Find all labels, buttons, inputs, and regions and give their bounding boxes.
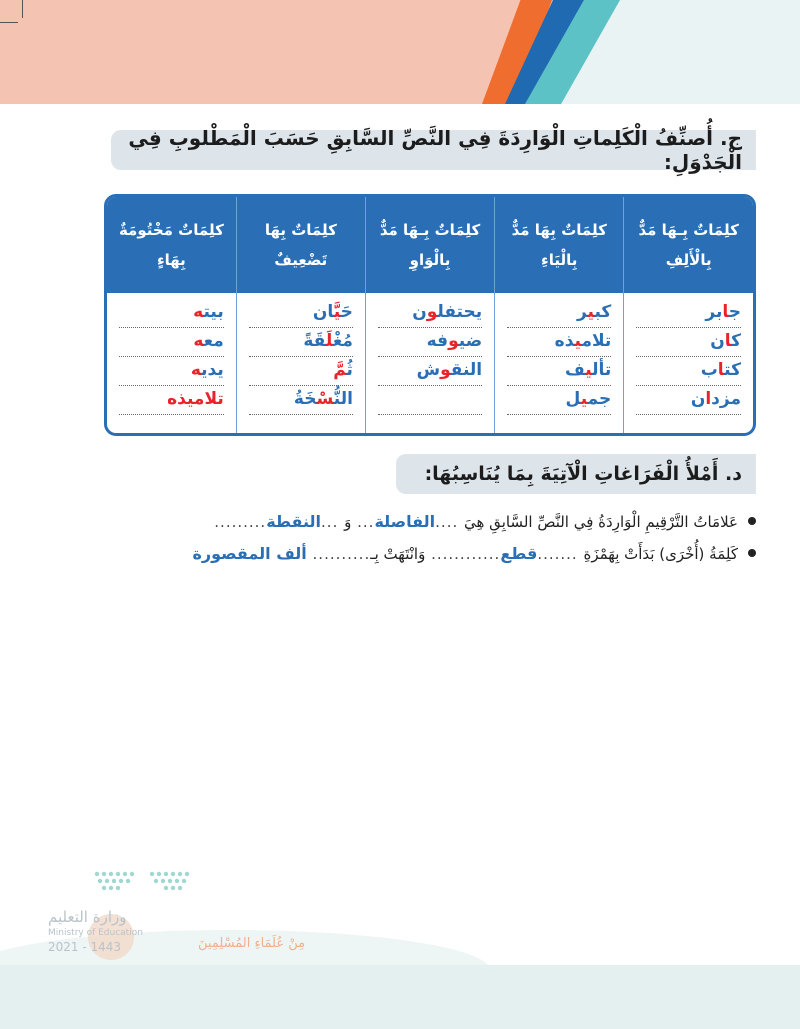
table-cell-word bbox=[119, 299, 224, 328]
table-cell-word bbox=[119, 386, 224, 415]
word-part: تلام bbox=[581, 331, 612, 351]
word-part: خَةُ bbox=[293, 389, 317, 409]
unit-label: مِنْ عُلَمَاءِ المُسْلِمِينَ bbox=[198, 936, 306, 951]
header-alif-madd bbox=[624, 197, 753, 293]
table-cell-word bbox=[378, 328, 482, 357]
header-line: كلِمَاتٌ بِـهَا مَدٌّ bbox=[379, 221, 481, 239]
word-highlight: ا bbox=[722, 302, 729, 322]
crop-mark bbox=[0, 22, 18, 23]
table-cell-word bbox=[507, 357, 611, 386]
header-line: بِالْيَاءِ bbox=[541, 251, 578, 269]
classification-table bbox=[104, 194, 756, 436]
fill-dots: ... bbox=[321, 513, 345, 531]
word-highlight: ي bbox=[580, 389, 588, 409]
word-highlight: مَّ bbox=[333, 360, 347, 380]
word-part: ن bbox=[690, 389, 706, 409]
word-part: ر bbox=[576, 302, 588, 322]
word-part: فه bbox=[426, 331, 449, 351]
table-cell-word bbox=[249, 386, 353, 415]
word-part: حَ bbox=[340, 302, 353, 322]
section-c-heading-text: ج. أُصنِّفُ الْكَلِماتِ الْوَارِدَةَ فِي النَّصِّ السَّابِقِ حَسَبَ الْمَطْلوبِ فِي الْجَدْوَلِ: bbox=[128, 126, 742, 174]
bullet-1-answer-2: النقطة bbox=[266, 512, 322, 531]
word-part: ب bbox=[700, 360, 718, 380]
word-part: تلاميذه bbox=[167, 389, 224, 409]
header-line: بِهَاءٍ bbox=[156, 251, 186, 269]
table-body-row bbox=[107, 293, 753, 433]
ministry-name-arabic: وزارة التعليم bbox=[48, 908, 127, 926]
classification-table-grid bbox=[107, 197, 753, 433]
word-highlight: و bbox=[448, 331, 459, 351]
word-part: النُّ bbox=[333, 389, 353, 409]
table-cell-word bbox=[249, 357, 353, 386]
header-line: كلِمَاتٌ بِـهَا مَدٌّ bbox=[638, 221, 739, 239]
table-cell-word bbox=[378, 357, 482, 386]
table-cell-word bbox=[636, 299, 741, 328]
word-part: النق bbox=[450, 360, 483, 380]
section-d-heading-text: د. أَمْلأُ الْفَرَاغاتِ الْآتِيَةَ بِمَا يُنَاسِبُهَا: bbox=[424, 463, 742, 485]
word-highlight: ي bbox=[574, 331, 582, 351]
header-line: كلِمَاتٌ مَخْتُومَةٌ bbox=[118, 221, 224, 239]
word-part: ثُ bbox=[346, 360, 353, 380]
word-highlight: ه bbox=[193, 331, 204, 351]
fill-dots: ............ bbox=[425, 545, 501, 563]
bullet-2-joiner: وَانْتَهَتْ بِـ bbox=[370, 545, 426, 563]
fill-dots: ......... bbox=[214, 513, 267, 531]
header-line: بِالْأَلِفِ bbox=[665, 251, 712, 269]
table-cell-word bbox=[119, 357, 224, 386]
word-part: يدي bbox=[201, 360, 224, 380]
word-highlight: ا bbox=[724, 331, 732, 351]
word-highlight: يَّ bbox=[333, 302, 341, 322]
header-line: كلِمَاتٌ بِهَا مَدٌّ bbox=[511, 221, 607, 239]
table-cell-word bbox=[378, 386, 482, 415]
table-cell-word bbox=[507, 328, 611, 357]
table-cell-word bbox=[119, 328, 224, 357]
word-part: ذه bbox=[554, 331, 575, 351]
table-cell-word bbox=[636, 357, 741, 386]
word-part: يحتفل bbox=[437, 302, 483, 322]
word-part: ج bbox=[728, 302, 741, 322]
table-cell-word bbox=[249, 328, 353, 357]
header-ends-with-ha bbox=[107, 197, 236, 293]
word-part: مع bbox=[203, 331, 224, 351]
header-line: بِالْوَاوِ bbox=[409, 251, 451, 269]
word-part: كت bbox=[724, 360, 741, 380]
column-alif-words bbox=[624, 293, 753, 433]
word-part: قَةً bbox=[303, 331, 326, 351]
word-part: ف bbox=[564, 360, 586, 380]
table-cell-word bbox=[636, 386, 741, 415]
section-c-heading bbox=[111, 126, 756, 174]
table-cell-word bbox=[507, 299, 611, 328]
ministry-years: 2021 - 1443 bbox=[48, 940, 122, 954]
word-highlight: ي bbox=[587, 302, 595, 322]
word-part: ان bbox=[312, 302, 334, 322]
header-ya-madd bbox=[495, 197, 624, 293]
footer-band bbox=[0, 965, 800, 1029]
word-part: ل bbox=[565, 389, 581, 409]
word-part: بر bbox=[705, 302, 723, 322]
word-highlight: سْ bbox=[316, 389, 334, 409]
bullet-dot bbox=[748, 517, 756, 525]
crop-mark bbox=[22, 0, 23, 18]
word-highlight: ا bbox=[717, 360, 725, 380]
fill-dots: ....... bbox=[537, 545, 584, 563]
table-header-row bbox=[107, 197, 753, 293]
word-highlight: و bbox=[440, 360, 451, 380]
bullet-2-answer-2: ألف المقصورة bbox=[192, 544, 307, 563]
table-cell-word bbox=[249, 299, 353, 328]
bullet-punctuation bbox=[136, 512, 756, 531]
header-line: كلِمَاتٌ بِهَا تَضْعِيفٌ bbox=[264, 221, 337, 269]
column-ha-words bbox=[107, 293, 236, 433]
word-part: تأل bbox=[592, 360, 612, 380]
table-cell-word bbox=[636, 328, 741, 357]
column-shadda-words bbox=[236, 293, 365, 433]
word-highlight: ا bbox=[705, 389, 712, 409]
word-part: كب bbox=[594, 302, 612, 322]
ministry-name-english: Ministry of Education bbox=[48, 928, 143, 938]
fill-dots: ... bbox=[351, 513, 375, 531]
bullet-1-text: عَلامَاتُ التَّرْقِيمِ الْوَارِدَةُ فِي النَّصِّ السَّابِقِ هِيَ bbox=[464, 513, 738, 531]
bullet-2-answer-1: قطع bbox=[500, 544, 538, 563]
header-waw-madd bbox=[365, 197, 494, 293]
fill-dots: .... bbox=[435, 513, 464, 531]
header-shadda bbox=[236, 197, 365, 293]
column-waw-words bbox=[365, 293, 494, 433]
word-part: جم bbox=[587, 389, 612, 409]
word-highlight: ه bbox=[190, 360, 202, 380]
bullet-2-text: كَلِمَةُ (أُخْرَى) بَدَأَتْ بِهَمْزَةِ bbox=[583, 545, 738, 563]
bullet-dot bbox=[748, 549, 756, 557]
bullet-1-joiner: وَ bbox=[344, 513, 352, 531]
word-highlight: ه bbox=[193, 302, 204, 322]
word-part: بيت bbox=[203, 302, 224, 322]
table-cell-word bbox=[507, 386, 611, 415]
word-highlight: و bbox=[426, 302, 438, 322]
word-part: ش bbox=[416, 360, 441, 380]
word-part: مُغْ bbox=[332, 331, 353, 351]
word-part: ضي bbox=[458, 331, 483, 351]
word-highlight: لَ bbox=[325, 331, 333, 351]
bullet-hamza bbox=[136, 544, 756, 563]
word-part: ن bbox=[710, 331, 725, 351]
ministry-logo-icon bbox=[92, 868, 192, 896]
fill-dots: .......... bbox=[306, 545, 371, 563]
word-highlight: ي bbox=[585, 360, 593, 380]
table-cell-word bbox=[378, 299, 482, 328]
section-d-heading bbox=[396, 454, 756, 494]
column-ya-words bbox=[495, 293, 624, 433]
word-part: ن bbox=[412, 302, 427, 322]
word-part: مزد bbox=[711, 389, 741, 409]
bullet-1-answer-1: الفاصلة bbox=[374, 512, 436, 531]
word-part: ك bbox=[731, 331, 741, 351]
